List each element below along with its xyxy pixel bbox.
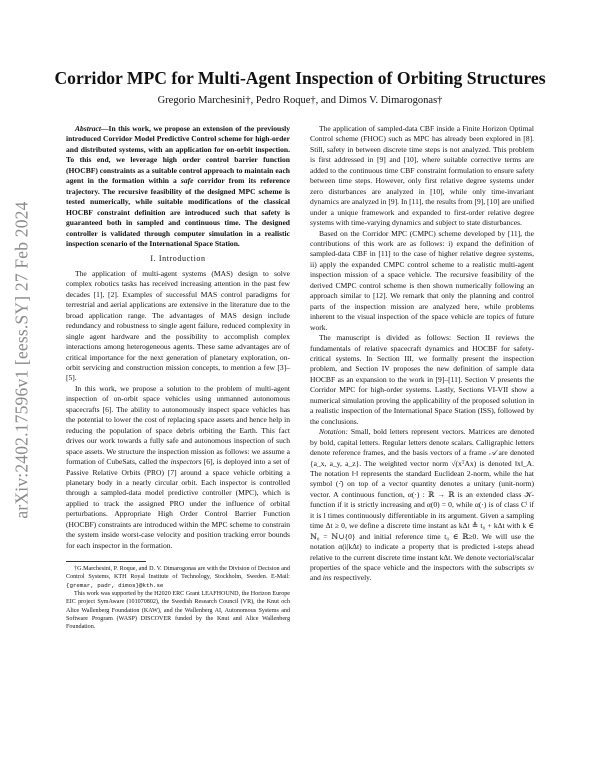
abstract	[66, 124, 290, 249]
notation-label: Notation:	[319, 427, 348, 437]
frame-symbol: 𝒜	[488, 448, 497, 458]
right-paragraph-2: Based on the Corridor MPC (CMPC) scheme developed by [11], the contributions of this work are as follows: i) expand the definition of sampled-data CBF in [11] to the case of higher relative degree systems, ii) apply the expanded CMPC control scheme to a realistic multi-agent inspection mission of a space vehicle. The recursive feasibility of the derived CMPC control scheme is then shown numerically following an approach similar to [12]. We remark that only the planning and control parts of the inspection mission are analyzed here, while problems inherent to the visual inspection of the space vehicle are topics of future work.	[310, 228, 534, 332]
abstract-text-2: corridor from its reference trajectory. The recursive feasibility of the designed MPC scheme is tested numerically, while suitable modifications of the classical HOCBF constraint definition are introduced such that safety is guaranteed both in sampled and continuous time. The designed controller is validated through computer simulation in a realistic inspection scenario of the International Space Station.	[66, 176, 290, 248]
footnote-affiliation-text: †G.Marchesini, P. Roque, and D. V. Dimarogonas are with the Division of Decision and Control Systems, KTH Royal Institute of Technology, Stockholm, Sweden. E-Mail:	[66, 566, 290, 581]
paper-title: Corridor MPC for Multi-Agent Inspection of Orbiting Structures	[54, 68, 546, 88]
footnote-email: {gremar, padr, dimos}@kth.se	[66, 581, 164, 589]
footnote-rule	[66, 561, 146, 562]
abstract-safe: safe	[180, 176, 194, 186]
intro-paragraph-2	[66, 384, 290, 551]
notation-sv: sv	[527, 563, 534, 573]
arxiv-id: arXiv:2402.17596v1 [eess.SY] 27 Feb 2024	[11, 201, 32, 519]
footnote-affiliation	[66, 565, 290, 590]
notation-end: respectively.	[331, 573, 372, 583]
notation-paragraph	[310, 427, 534, 584]
intro-p2-inspectors: inspectors	[170, 457, 202, 467]
author-list: Gregorio Marchesini†, Pedro Roque†, and Dimos V. Dimarogonas†	[157, 95, 443, 106]
abstract-label: Abstract—	[75, 124, 109, 133]
notation-text-1: Small, bold letters represent vectors. Matrices are denoted by bold, capital letters. Regular letters denote scalars. Calligraphic letters denote reference frames, and the basis vectors of a frame	[310, 427, 534, 458]
intro-p2-a: In this work, we propose a solution to the problem of multi-agent inspection of on-orbit space vehicles using unmanned autonomous spacecrafts [6]. The ability to autonomously inspect space vehicles has the potential to lower the cost of replacing space assets and hence help in reducing the population of space debris orbiting the Earth. This fact drives our work towards a fully safe and autonomous inspection of such space assets. We structure the inspection mission as follows: we assume a formation of CubeSats, called the	[66, 383, 290, 467]
section-heading-introduction: I. Introduction	[150, 254, 206, 264]
left-column	[66, 124, 290, 632]
right-column	[310, 124, 534, 584]
notation-ins: ins	[322, 573, 332, 583]
notation-and: and	[310, 573, 323, 583]
right-paragraph-3: The manuscript is divided as follows: Section II reviews the fundamentals of relative spacecraft dynamics and HOCBF for safety-critical systems. In Section III, we formally present the inspection problem, and Section IV proposes the new definition of sample data HOCBF as an expansion to the work in [9]–[11]. Section V presents the Corridor MPC for high-order systems. Lastly, Sections VI-VII show a numerical simulation proving the applicability of the proposed solution in a realistic inspection of the International Space Station (ISS), followed by the conclusions.	[310, 333, 534, 426]
intro-paragraph-1: The application of multi-agent systems (MAS) design to solve complex robotics tasks has received increasing attention in the past few decades [1], [2]. Examples of successful MAS control paradigms for terrestrial and aerial applications are extensive in the literature due to the broad application range. The advantages of MAS design include redundancy and robustness to single agent failure, reduced complexity in single agent hardware and the possibility to accomplish complex interactions among heterogeneous agents. These same advantages are of critical importance for the next generation of planetary exploration, on-orbit servicing and construction mission concepts, to mention a few [3]–[5].	[66, 268, 290, 383]
footnote-funding: This work was supported by the H2020 ERC Grant LEAFHOUND, the Horizon Europe EIC project SymAware (101070802), the Swedish Research Council (VR), the Knut och Alice Wallenberg Foundation (KAW), and the Wallenberg AI, Autonomous Systems and Software Program (WASP) DISCOVER funded by the Knut and Alice Wallenberg Foundation.	[66, 591, 290, 631]
arxiv-sidebar-stamp	[2, 140, 42, 580]
notation-text-2: are denoted {a_x, a_y, a_z}. The weighted vector norm √(xᵀAx) is denoted ‖x‖_A. The notation ‖·‖ represents the standard Euclidean 2-norm, while the hat symbol (·̂) on top of a vector quantity denotes a unitary (unit-norm) vector. A continuous function, α(·) : ℝ → ℝ is an extended class 𝒦-function if it is strictly increasing and α(0) = 0, while α(·) is of class Cˡ if it is l times continuously differentiable in its argument. Given a sampling time Δt ≥ 0, we define a discrete time instant as kΔt ≜ t₀ + kΔt with k ∈ ℕ₀ = ℕ∪{0} and initial reference time t₀ ∈ ℝ≥0. We will use the notation α(i|kΔt) to indicate a property that is predicted i-steps ahead relative to the current discrete time instant kΔt. We denote vectorial/scalar properties of the space vehicle and the inspectors with the subscripts	[310, 448, 534, 573]
intro-p2-b: [6], is deployed into a set of Passive Relative Orbits (PRO) [7] around a space vehicle orbiting a planetary body in a nearly circular orbit. Each inspector is controlled through a sampled-data model predictive controller (MPC), which is applied to track the assigned PRO under the influence of orbital perturbations. Appropriate High Order Control Barrier Function (HOCBF) constraints are introduced within the MPC scheme to constrain the system inside worst-case velocity and position tracking error bounds for each inspector in the formation.	[66, 457, 290, 550]
footnotes	[66, 565, 290, 631]
right-paragraph-1: The application of sampled-data CBF inside a Finite Horizon Optimal Control scheme (FHOC) such as MPC has already been explored in [8]. Still, safety in between discrete time steps is not analyzed. This problem is first addressed in [9] and [10], where suitable corrective terms are added to the continuous time CBF constraint formulation to ensure safety between time steps. However, only first relative degree systems under zero disturbances are analyzed in [10], while only time-invariant dynamics are analyzed in [9]. In [11], the results from [9], [10] are unified under a unique framework and expanded to first-order relative degree systems with time-varying dynamics and subject to state disturbances.	[310, 124, 534, 228]
abstract-text-1: In this work, we propose an extension of the previously introduced Corridor Model Predictive Control scheme for high-order and distributed systems, with an application for on-orbit inspection. To this end, we leverage high order control barrier function (HOCBF) constraints as a suitable control approach to maintain each agent in the formation within a	[66, 124, 290, 186]
